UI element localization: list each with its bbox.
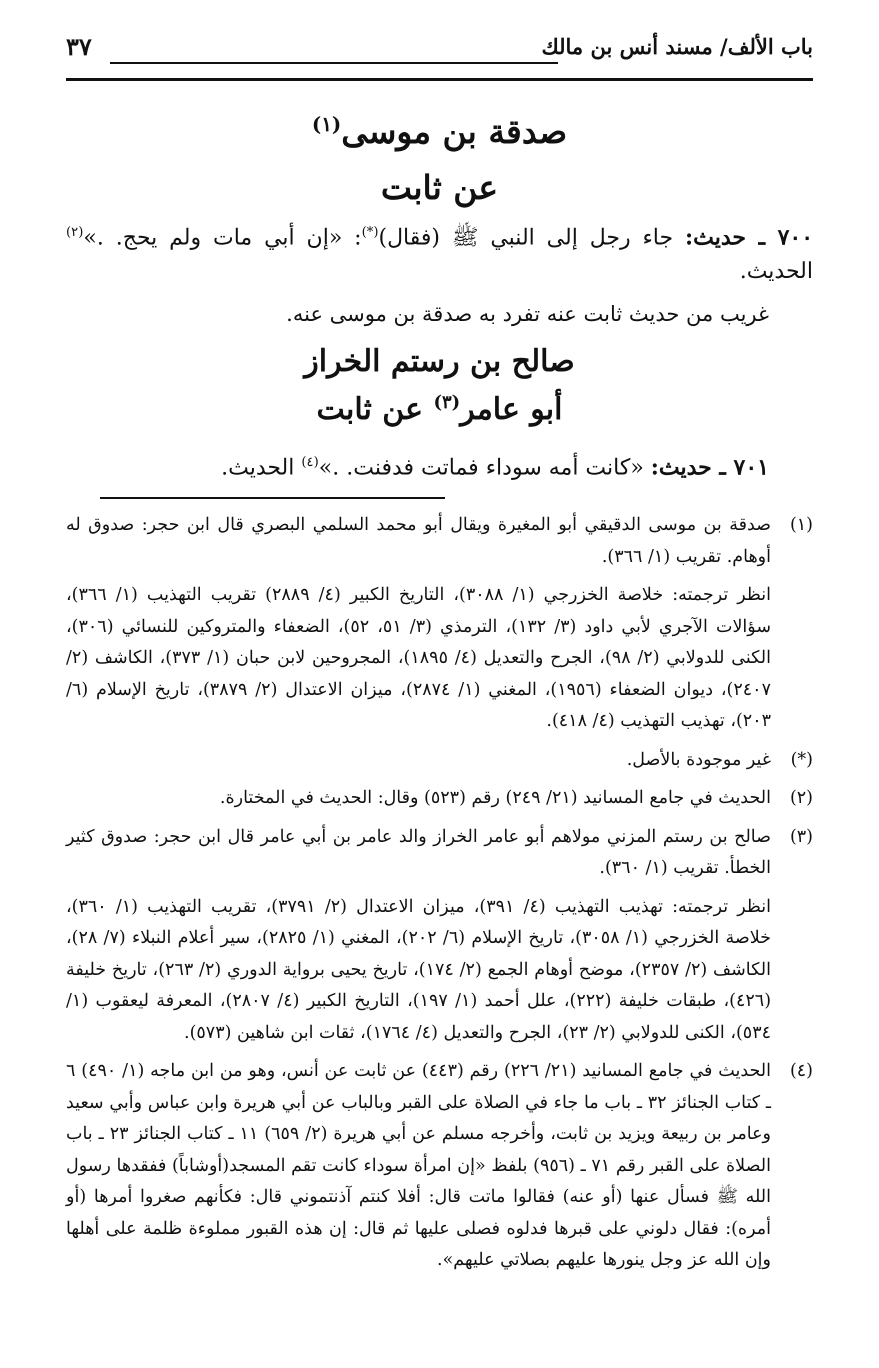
footnote-ref-1: (١) bbox=[311, 112, 342, 136]
footnotes bbox=[66, 510, 813, 1284]
hadith-701-text-b: الحديث. bbox=[221, 455, 302, 481]
running-header bbox=[66, 34, 813, 74]
from-heading-1: عن ثابت bbox=[380, 168, 499, 207]
narrator-heading-2: صالح بن رستم الخراز bbox=[304, 344, 575, 379]
footnote-1 bbox=[66, 510, 813, 738]
footnote-number: (٤) bbox=[789, 1061, 813, 1081]
hadith-701-text-a: «كانت أمه سوداء فماتت فدفنت. .» bbox=[318, 455, 651, 481]
footnote-star bbox=[66, 745, 813, 777]
footnote-number: (٢) bbox=[789, 788, 813, 808]
footnote-text: الحديث في جامع المسانيد (٢١/ ٢٤٩) رقم (٥٢٣) وقال: الحديث في المختارة. bbox=[219, 788, 771, 808]
hadith-700-number: ٧٠٠ ـ حديث: bbox=[685, 224, 814, 251]
hadith-700 bbox=[66, 216, 813, 289]
footnote-text: صدقة بن موسى الدقيقي أبو المغيرة ويقال أبو محمد السلمي البصري قال ابن حجر: صدوق له أوهام. تقريب (١/ ٣٦٦). bbox=[66, 515, 771, 567]
footnote-3 bbox=[66, 822, 813, 1050]
footnote-number: (*) bbox=[790, 749, 813, 770]
footnote-2 bbox=[66, 783, 813, 815]
footnote-number: (٣) bbox=[789, 826, 813, 847]
from-heading-2 bbox=[66, 392, 813, 427]
header-rule bbox=[66, 78, 813, 81]
hadith-700-text-b: : «إن أبي مات ولم يحج. .» bbox=[83, 225, 362, 251]
hadith-701-number: ٧٠١ ـ حديث: bbox=[650, 454, 769, 481]
footnote-text: غير موجودة بالأصل. bbox=[626, 749, 771, 770]
narrator-name: صدقة بن موسى bbox=[341, 112, 568, 151]
footnote-number: (١) bbox=[789, 515, 813, 535]
hadith-700-comment: غريب من حديث ثابت عنه تفرد به صدقة بن موسى عنه. bbox=[286, 302, 769, 326]
hadith-701 bbox=[66, 446, 769, 485]
narrator-kunya: أبو عامر bbox=[460, 392, 563, 427]
header-leader-line bbox=[110, 62, 558, 64]
hadith-700-text-a: جاء رجل إلى النبي ﷺ (فقال) bbox=[378, 225, 674, 251]
header-title: باب الألف/ مسند أنس بن مالك bbox=[541, 34, 813, 59]
footnote-separator bbox=[100, 497, 445, 499]
footnote-ref-3: (٣) bbox=[433, 392, 461, 413]
footnote-ref-star: (*) bbox=[361, 225, 379, 240]
footnote-text: انظر ترجمته: خلاصة الخزرجي (١/ ٣٠٨٨)، التاريخ الكبير (٤/ ٢٨٨٩) تقريب التهذيب (١/ ٣٦٦)، سؤالات الآجري لأبي داود (٣/ ١٣٢)، الترمذي (٣/ ٥١، ٥٢)، الضعفاء والمتروكين للنسائي (٣٠٦)، الكنى للدولابي (٢/ ٩٨)، الجرح والتعديل (٤/ ١٨٩٥)، المجروحين لابن حبان (١/ ٣٧٣)، الكاشف (٢/ ٢٤٠٧)، ديوان الضعفاء (١٩٥٦)، المغني (١/ ٢٨٧٤)، ميزان الاعتدال (٢/ ٣٨٧٩)، تاريخ الإسلام (٦/ ٢٠٣)، تهذيب التهذيب (٤/ ٤١٨). bbox=[66, 585, 772, 731]
hadith-700-text-c: الحديث. bbox=[739, 259, 813, 285]
footnote-4 bbox=[66, 1056, 813, 1277]
footnote-text: الحديث في جامع المسانيد (٢١/ ٢٢٦) رقم (٤٤٣) عن ثابت عن أنس، وهو من ابن ماجه (١/ ٤٩٠) ٦ ـ كتاب الجنائز ٣٢ ـ باب ما جاء في الصلاة على القبر وبالباب عن أبي هريرة وابن عباس وأبي سعيد وعامر بن ربيعة ويزيد بن ثابت، وأخرجه مسلم عن أبي هريرة (٢/ ٦٥٩) ١١ ـ كتاب الجنائز ٢٣ ـ باب الصلاة على القبر رقم ٧١ ـ (٩٥٦) بلفظ «إن امرأة سوداء كانت تقم المسجد(أوشاباً) ففقدها رسول الله ﷺ فسأل عنها (أو عنه) فقالوا ماتت قال: أفلا كنتم آذنتموني قال: فكأنهم صغروا أمرها (أو أمره): فقال دلوني على قبرها فدلوه فصلى عليها ثم قال: إن هذه القبور مملوءة ظلمة على أهلها وإن الله عز وجل ينورها عليهم بصلاتي عليهم». bbox=[66, 1061, 772, 1270]
footnote-text: انظر ترجمته: تهذيب التهذيب (٤/ ٣٩١)، ميزان الاعتدال (٢/ ٣٧٩١)، تقريب التهذيب (١/ ٣٦٠)، خلاصة الخزرجي (١/ ٣٠٥٨)، تاريخ الإسلام (٦/ ٢٠٢)، المغني (١/ ٢٨٢٥)، سير أعلام النبلاء (٧/ ٢٨)، الكاشف (٢/ ٢٣٥٧)، موضح أوهام الجمع (٢/ ١٧٤)، تاريخ يحيى برواية الدوري (٢/ ٢٦٣)، تاريخ خليفة (٤٢٦)، طبقات خليفة (٢٢٢)، علل أحمد (١/ ١٩٧)، التاريخ الكبير (٤/ ٢٨٠٧)، المعرفة ليعقوب (١/ ٥٣٤)، الكنى للدولابي (٢/ ٢٣)، الجرح والتعديل (٤/ ١٧٦٤)، ثقات ابن شاهين (٥٧٣). bbox=[66, 896, 772, 1043]
footnote-ref-4: (٤) bbox=[301, 455, 319, 470]
footnote-ref-2: (٢) bbox=[66, 225, 84, 240]
from-text: عن ثابت bbox=[316, 392, 434, 427]
footnote-text: صالح بن رستم المزني مولاهم أبو عامر الخراز والد عامر بن أبي عامر قال ابن حجر: صدوق كثير الخطأ. تقريب (١/ ٣٦٠). bbox=[66, 826, 771, 878]
narrator-heading-1 bbox=[66, 112, 813, 151]
page-number: ٣٧ bbox=[66, 32, 92, 61]
